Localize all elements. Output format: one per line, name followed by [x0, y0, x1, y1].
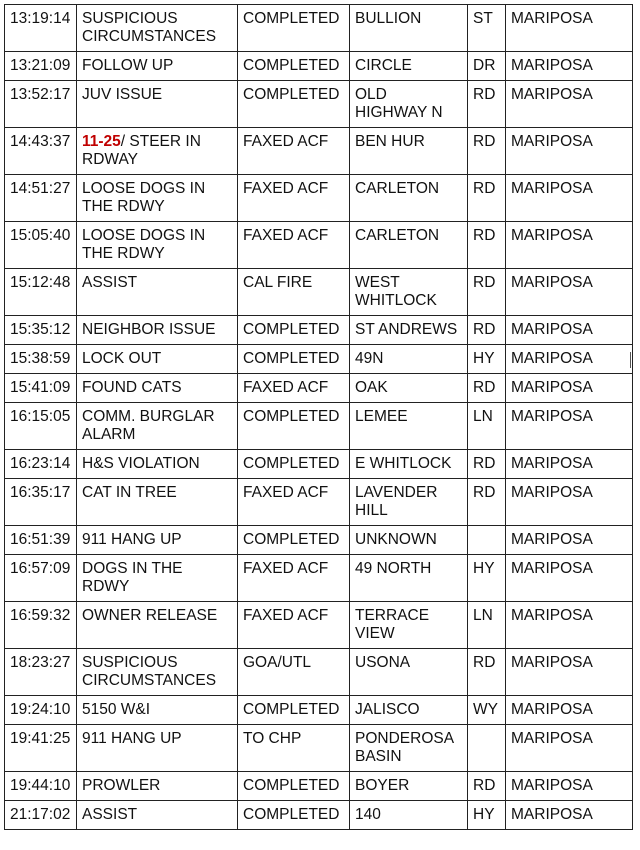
street-text: E WHITLOCK [355, 455, 452, 472]
street-suffix-text: RD [473, 379, 496, 396]
time-cell [5, 479, 77, 526]
street-cell [350, 316, 468, 345]
status-cell [238, 479, 350, 526]
status-cell [238, 602, 350, 649]
street-suffix-cell [468, 526, 506, 555]
status-cell [238, 374, 350, 403]
incident-type-text: COMM. BURGLAR ALARM [82, 408, 215, 443]
incident-type-cell [77, 222, 238, 269]
status-cell [238, 555, 350, 602]
street-suffix-cell [468, 175, 506, 222]
time-cell [5, 526, 77, 555]
incident-type-cell [77, 5, 238, 52]
status-cell [238, 175, 350, 222]
city-cell [506, 345, 633, 374]
street-suffix-text: RD [473, 274, 496, 291]
street-text: ST ANDREWS [355, 321, 458, 338]
street-suffix-text: HY [473, 560, 495, 577]
street-text: BULLION [355, 10, 422, 27]
city-cell [506, 316, 633, 345]
street-cell [350, 450, 468, 479]
table-row [5, 5, 633, 52]
city-cell [506, 801, 633, 830]
table-row [5, 450, 633, 479]
street-cell [350, 52, 468, 81]
time-text: 19:41:25 [10, 730, 71, 747]
table-row [5, 81, 633, 128]
city-text: MARIPOSA [511, 350, 593, 367]
street-suffix-cell [468, 374, 506, 403]
street-suffix-cell [468, 222, 506, 269]
incident-type-cell [77, 772, 238, 801]
status-text: COMPLETED [243, 806, 340, 823]
street-cell [350, 128, 468, 175]
call-log-table [4, 4, 633, 830]
street-cell [350, 696, 468, 725]
street-text: OAK [355, 379, 388, 396]
time-text: 15:38:59 [10, 350, 71, 367]
time-cell [5, 555, 77, 602]
incident-type-cell [77, 479, 238, 526]
incident-type-text: 5150 W&I [82, 701, 151, 718]
street-cell [350, 526, 468, 555]
city-text: MARIPOSA [511, 455, 593, 472]
street-cell [350, 175, 468, 222]
street-suffix-cell [468, 479, 506, 526]
incident-type-text: H&S VIOLATION [82, 455, 200, 472]
time-cell [5, 52, 77, 81]
time-cell [5, 450, 77, 479]
city-cell [506, 555, 633, 602]
city-cell [506, 602, 633, 649]
street-text: LEMEE [355, 408, 408, 425]
incident-type-text: FOLLOW UP [82, 57, 174, 74]
street-suffix-text: DR [473, 57, 496, 74]
incident-type-cell [77, 128, 238, 175]
status-text: FAXED ACF [243, 484, 329, 501]
incident-type-text: / STEER IN RDWAY [82, 133, 201, 168]
street-suffix-cell [468, 5, 506, 52]
table-row [5, 479, 633, 526]
incident-type-text: DOGS IN THE RDWY [82, 560, 183, 595]
city-cell [506, 450, 633, 479]
table-row [5, 222, 633, 269]
city-text: MARIPOSA [511, 379, 593, 396]
street-suffix-cell [468, 696, 506, 725]
status-text: FAXED ACF [243, 607, 329, 624]
table-row [5, 269, 633, 316]
time-cell [5, 602, 77, 649]
status-cell [238, 725, 350, 772]
incident-type-cell [77, 555, 238, 602]
city-text: MARIPOSA [511, 408, 593, 425]
street-suffix-cell [468, 649, 506, 696]
time-cell [5, 725, 77, 772]
time-text: 15:05:40 [10, 227, 71, 244]
time-cell [5, 801, 77, 830]
time-text: 16:59:32 [10, 607, 71, 624]
status-text: CAL FIRE [243, 274, 313, 291]
table-row [5, 649, 633, 696]
street-cell [350, 479, 468, 526]
time-text: 15:35:12 [10, 321, 71, 338]
incident-type-text: 911 HANG UP [82, 730, 182, 747]
status-text: COMPLETED [243, 86, 340, 103]
time-cell [5, 649, 77, 696]
street-suffix-text: RD [473, 180, 496, 197]
street-suffix-cell [468, 772, 506, 801]
time-text: 15:12:48 [10, 274, 71, 291]
city-text: MARIPOSA [511, 531, 593, 548]
status-text: COMPLETED [243, 10, 340, 27]
status-text: COMPLETED [243, 455, 340, 472]
incident-type-text: 911 HANG UP [82, 531, 182, 548]
city-text: MARIPOSA [511, 806, 593, 823]
time-text: 18:23:27 [10, 654, 71, 671]
table-row [5, 175, 633, 222]
incident-type-cell [77, 403, 238, 450]
city-cell [506, 725, 633, 772]
time-text: 14:51:27 [10, 180, 71, 197]
incident-type-text: ASSIST [82, 274, 138, 291]
status-cell [238, 526, 350, 555]
time-text: 19:24:10 [10, 701, 71, 718]
time-text: 16:15:05 [10, 408, 71, 425]
table-row [5, 403, 633, 450]
city-cell [506, 81, 633, 128]
incident-type-cell [77, 345, 238, 374]
status-text: FAXED ACF [243, 379, 329, 396]
street-text: LAVENDER HILL [355, 484, 438, 519]
incident-type-text: LOOSE DOGS IN THE RDWY [82, 180, 206, 215]
city-cell [506, 269, 633, 316]
incident-type-cell [77, 52, 238, 81]
city-cell [506, 696, 633, 725]
status-cell [238, 696, 350, 725]
call-log-body [5, 5, 633, 830]
street-cell [350, 345, 468, 374]
status-text: FAXED ACF [243, 560, 329, 577]
incident-type-cell [77, 81, 238, 128]
street-suffix-cell [468, 450, 506, 479]
city-text: MARIPOSA [511, 133, 593, 150]
city-text: MARIPOSA [511, 560, 593, 577]
city-cell [506, 128, 633, 175]
status-text: COMPLETED [243, 321, 340, 338]
street-text: CARLETON [355, 227, 440, 244]
street-cell [350, 5, 468, 52]
city-text: MARIPOSA [511, 607, 593, 624]
table-row [5, 52, 633, 81]
city-cell [506, 526, 633, 555]
street-suffix-cell [468, 801, 506, 830]
street-suffix-cell [468, 269, 506, 316]
time-cell [5, 772, 77, 801]
city-text: MARIPOSA [511, 701, 593, 718]
street-cell [350, 801, 468, 830]
street-suffix-text: HY [473, 806, 495, 823]
status-cell [238, 128, 350, 175]
status-cell [238, 801, 350, 830]
city-text: MARIPOSA [511, 654, 593, 671]
table-row [5, 725, 633, 772]
status-text: TO CHP [243, 730, 302, 747]
street-cell [350, 649, 468, 696]
time-cell [5, 175, 77, 222]
incident-type-text: OWNER RELEASE [82, 607, 218, 624]
status-text: COMPLETED [243, 57, 340, 74]
street-suffix-text: RD [473, 321, 496, 338]
status-cell [238, 5, 350, 52]
time-cell [5, 696, 77, 725]
status-cell [238, 403, 350, 450]
incident-type-cell [77, 725, 238, 772]
street-cell [350, 555, 468, 602]
street-cell [350, 374, 468, 403]
status-text: FAXED ACF [243, 133, 329, 150]
street-text: TERRACE VIEW [355, 607, 430, 642]
incident-type-cell [77, 269, 238, 316]
street-text: CIRCLE [355, 57, 412, 74]
street-text: CARLETON [355, 180, 440, 197]
street-suffix-text: RD [473, 654, 496, 671]
time-text: 16:57:09 [10, 560, 71, 577]
incident-type-cell [77, 450, 238, 479]
street-text: 140 [355, 806, 381, 823]
time-cell [5, 316, 77, 345]
street-text: USONA [355, 654, 411, 671]
incident-type-text: CAT IN TREE [82, 484, 177, 501]
street-text: 49 NORTH [355, 560, 432, 577]
table-row [5, 696, 633, 725]
table-row [5, 526, 633, 555]
incident-type-text: SUSPICIOUS CIRCUMSTANCES [82, 10, 217, 45]
street-text: UNKNOWN [355, 531, 437, 548]
city-cell [506, 374, 633, 403]
street-cell [350, 222, 468, 269]
street-suffix-text: WY [473, 701, 498, 718]
time-text: 21:17:02 [10, 806, 71, 823]
street-suffix-cell [468, 52, 506, 81]
street-text: BOYER [355, 777, 410, 794]
time-text: 16:51:39 [10, 531, 71, 548]
status-text: COMPLETED [243, 408, 340, 425]
city-cell [506, 222, 633, 269]
incident-type-cell [77, 316, 238, 345]
status-cell [238, 450, 350, 479]
street-suffix-text: RD [473, 484, 496, 501]
status-cell [238, 52, 350, 81]
time-cell [5, 81, 77, 128]
incident-type-text: ASSIST [82, 806, 138, 823]
table-row [5, 772, 633, 801]
street-suffix-text: RD [473, 455, 496, 472]
incident-type-text: LOOSE DOGS IN THE RDWY [82, 227, 206, 262]
street-suffix-text: RD [473, 133, 496, 150]
city-text: MARIPOSA [511, 777, 593, 794]
street-suffix-cell [468, 81, 506, 128]
table-row [5, 374, 633, 403]
time-cell [5, 269, 77, 316]
city-cell [506, 5, 633, 52]
incident-type-text: FOUND CATS [82, 379, 182, 396]
city-text: MARIPOSA [511, 730, 593, 747]
table-row [5, 602, 633, 649]
text-cursor [630, 352, 631, 368]
street-text: OLD HIGHWAY N [355, 86, 443, 121]
incident-type-text: LOCK OUT [82, 350, 162, 367]
city-text: MARIPOSA [511, 180, 593, 197]
city-cell [506, 772, 633, 801]
city-cell [506, 52, 633, 81]
incident-type-cell [77, 175, 238, 222]
incident-type-cell [77, 526, 238, 555]
incident-type-cell [77, 649, 238, 696]
status-cell [238, 81, 350, 128]
time-text: 16:23:14 [10, 455, 71, 472]
status-text: COMPLETED [243, 350, 340, 367]
street-cell [350, 602, 468, 649]
street-suffix-text: LN [473, 607, 493, 624]
time-text: 13:21:09 [10, 57, 71, 74]
time-cell [5, 222, 77, 269]
status-cell [238, 772, 350, 801]
table-row [5, 345, 633, 374]
incident-type-cell [77, 801, 238, 830]
status-cell [238, 649, 350, 696]
time-text: 13:19:14 [10, 10, 71, 27]
city-text: MARIPOSA [511, 10, 593, 27]
status-text: COMPLETED [243, 531, 340, 548]
street-suffix-text: HY [473, 350, 495, 367]
street-text: BEN HUR [355, 133, 425, 150]
street-suffix-cell [468, 316, 506, 345]
street-suffix-text: RD [473, 86, 496, 103]
time-text: 13:52:17 [10, 86, 71, 103]
city-cell [506, 175, 633, 222]
status-text: FAXED ACF [243, 227, 329, 244]
street-suffix-text: ST [473, 10, 493, 27]
time-text: 16:35:17 [10, 484, 71, 501]
time-text: 14:43:37 [10, 133, 71, 150]
status-text: COMPLETED [243, 701, 340, 718]
street-suffix-text: RD [473, 777, 496, 794]
status-cell [238, 222, 350, 269]
city-text: MARIPOSA [511, 274, 593, 291]
incident-type-text: NEIGHBOR ISSUE [82, 321, 216, 338]
city-text: MARIPOSA [511, 484, 593, 501]
street-text: WEST WHITLOCK [355, 274, 437, 309]
street-suffix-cell [468, 555, 506, 602]
street-suffix-text: LN [473, 408, 493, 425]
street-cell [350, 403, 468, 450]
time-cell [5, 128, 77, 175]
incident-type-cell [77, 696, 238, 725]
incident-type-text: JUV ISSUE [82, 86, 163, 103]
table-row [5, 801, 633, 830]
time-cell [5, 5, 77, 52]
city-text: MARIPOSA [511, 321, 593, 338]
status-cell [238, 345, 350, 374]
street-text: 49N [355, 350, 384, 367]
street-cell [350, 725, 468, 772]
time-cell [5, 374, 77, 403]
status-text: COMPLETED [243, 777, 340, 794]
city-text: MARIPOSA [511, 57, 593, 74]
street-suffix-cell [468, 128, 506, 175]
time-text: 19:44:10 [10, 777, 71, 794]
street-text: JALISCO [355, 701, 420, 718]
status-text: FAXED ACF [243, 180, 329, 197]
incident-code: 11-25 [82, 133, 121, 150]
table-row [5, 555, 633, 602]
status-cell [238, 269, 350, 316]
street-text: PONDEROSA BASIN [355, 730, 454, 765]
status-text: GOA/UTL [243, 654, 312, 671]
table-row [5, 128, 633, 175]
street-suffix-cell [468, 403, 506, 450]
status-cell [238, 316, 350, 345]
incident-type-cell [77, 374, 238, 403]
incident-type-cell [77, 602, 238, 649]
incident-type-text: SUSPICIOUS CIRCUMSTANCES [82, 654, 217, 689]
street-suffix-cell [468, 602, 506, 649]
street-cell [350, 269, 468, 316]
incident-type-text: PROWLER [82, 777, 161, 794]
time-text: 15:41:09 [10, 379, 71, 396]
street-suffix-cell [468, 345, 506, 374]
time-cell [5, 345, 77, 374]
city-cell [506, 403, 633, 450]
city-cell [506, 649, 633, 696]
table-row [5, 316, 633, 345]
street-suffix-text: RD [473, 227, 496, 244]
city-text: MARIPOSA [511, 86, 593, 103]
street-suffix-cell [468, 725, 506, 772]
street-cell [350, 81, 468, 128]
city-cell [506, 479, 633, 526]
time-cell [5, 403, 77, 450]
street-cell [350, 772, 468, 801]
city-text: MARIPOSA [511, 227, 593, 244]
